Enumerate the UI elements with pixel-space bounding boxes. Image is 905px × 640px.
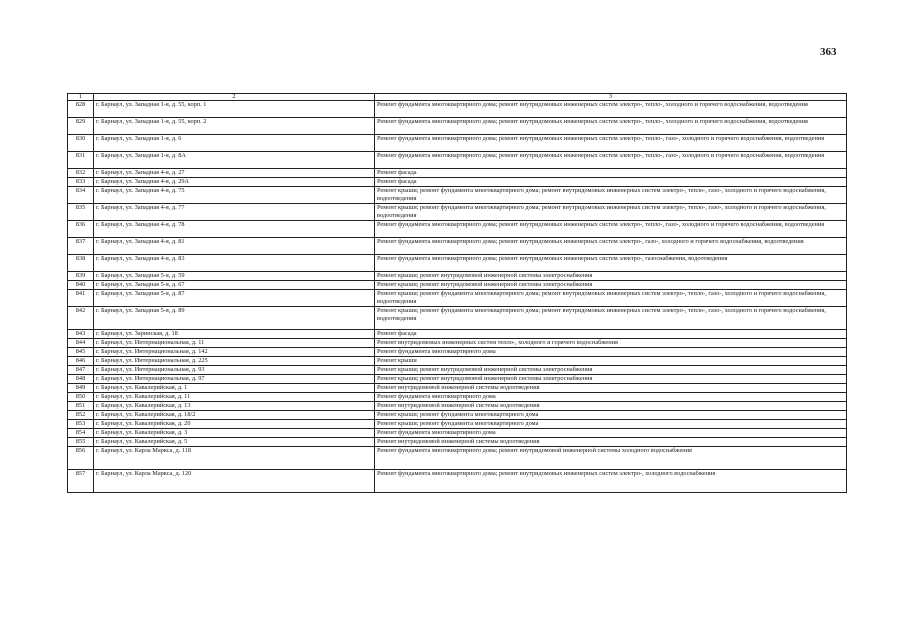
header-col-3: 3 xyxy=(375,94,847,101)
table-row xyxy=(68,255,847,272)
row-number: 853 xyxy=(68,420,94,429)
row-address: г. Барнаул, ул. Западная 4-я, д. 77 xyxy=(94,204,375,221)
row-work-description: Ремонт фасада xyxy=(375,178,847,187)
row-number: 834 xyxy=(68,187,94,204)
row-address: г. Барнаул, ул. Кавалерийская, д. 20 xyxy=(94,420,375,429)
row-address: г. Барнаул, ул. Западная 5-я, д. 87 xyxy=(94,290,375,307)
row-address: г. Барнаул, ул. Кавалерийская, д. 13 xyxy=(94,402,375,411)
row-address: г. Барнаул, ул. Интернациональная, д. 225 xyxy=(94,357,375,366)
row-work-description: Ремонт фасада xyxy=(375,330,847,339)
row-work-description: Ремонт фундамента многоквартирного дома; ремонт внутридомовых инженерных систем электро-, тепло-, газо-, холодного и горячего водоснабжения, водоотведения xyxy=(375,135,847,152)
row-work-description: Ремонт крыши; ремонт фундамента многоквартирного дома xyxy=(375,411,847,420)
row-work-description: Ремонт крыши; ремонт внутридомовой инженерной системы электроснабжения xyxy=(375,272,847,281)
table-row xyxy=(68,307,847,330)
row-work-description: Ремонт фундамента многоквартирного дома; ремонт внутридомовых инженерных систем электро-, газо-, холодного и горячего водоснабжения, водоотведения xyxy=(375,238,847,255)
row-address: г. Барнаул, ул. Западная 1-я, д. 55, корп. 1 xyxy=(94,101,375,118)
row-work-description: Ремонт крыши; ремонт фундамента многоквартирного дома; ремонт внутридомовых инженерных систем электро-, тепло-, газо-, холодного и горячего водоснабжения, водоотведения xyxy=(375,307,847,330)
table-row xyxy=(68,429,847,438)
row-work-description: Ремонт фундамента многоквартирного дома; ремонт внутридомовых инженерных систем электро-, тепло-, холодного и горячего водоснабжения, водоотведения xyxy=(375,101,847,118)
row-work-description: Ремонт внутридомовой инженерной системы водоотведения xyxy=(375,384,847,393)
table-row xyxy=(68,330,847,339)
row-address: г. Барнаул, ул. Западная 4-я, д. 29А xyxy=(94,178,375,187)
table-row xyxy=(68,272,847,281)
row-work-description: Ремонт фундамента многоквартирного дома xyxy=(375,429,847,438)
table-row xyxy=(68,187,847,204)
row-address: г. Барнаул, ул. Западная 4-я, д. 78 xyxy=(94,221,375,238)
row-number: 857 xyxy=(68,470,94,493)
table-row xyxy=(68,238,847,255)
row-work-description: Ремонт крыши xyxy=(375,357,847,366)
header-col-1: 1 xyxy=(68,94,94,101)
table-row xyxy=(68,339,847,348)
row-work-description: Ремонт крыши; ремонт внутридомовой инженерной системы электроснабжения xyxy=(375,366,847,375)
row-address: г. Барнаул, ул. Кавалерийская, д. 5 xyxy=(94,438,375,447)
row-work-description: Ремонт крыши; ремонт фундамента многоквартирного дома; ремонт внутридомовых инженерных систем электро-, тепло-, газо-, холодного и горячего водоснабжения, водоотведения xyxy=(375,187,847,204)
row-work-description: Ремонт крыши; ремонт внутридомовой инженерной системы электроснабжения xyxy=(375,281,847,290)
row-address: г. Барнаул, ул. Интернациональная, д. 93 xyxy=(94,366,375,375)
row-number: 852 xyxy=(68,411,94,420)
row-work-description: Ремонт фундамента многоквартирного дома; ремонт внутридомовых инженерных систем электро-, тепло-, газо-, холодного и горячего водоснабжения, водоотведения xyxy=(375,221,847,238)
row-work-description: Ремонт крыши; ремонт внутридомовой инженерной системы электроснабжения xyxy=(375,375,847,384)
row-number: 829 xyxy=(68,118,94,135)
repair-table xyxy=(67,93,847,493)
row-work-description: Ремонт крыши; ремонт фундамента многоквартирного дома; ремонт внутридомовых инженерных систем электро-, тепло-, газо-, холодного и горячего водоснабжения, водоотведения xyxy=(375,290,847,307)
row-address: г. Барнаул, ул. Западная 4-я, д. 75 xyxy=(94,187,375,204)
row-number: 851 xyxy=(68,402,94,411)
row-work-description: Ремонт фундамента многоквартирного дома; ремонт внутридомовых инженерных систем электро-, тепло-, холодного и горячего водоснабжения, водоотведения xyxy=(375,118,847,135)
row-address: г. Барнаул, ул. Кавалерийская, д. 3 xyxy=(94,429,375,438)
table-body xyxy=(68,101,847,493)
row-number: 845 xyxy=(68,348,94,357)
row-address: г. Барнаул, ул. Западная 1-я, д. 8А xyxy=(94,152,375,169)
row-number: 846 xyxy=(68,357,94,366)
row-address: г. Барнаул, ул. Карла Маркса, д. 118 xyxy=(94,447,375,470)
row-address: г. Барнаул, ул. Западная 4-я, д. 81 xyxy=(94,238,375,255)
row-number: 828 xyxy=(68,101,94,118)
row-work-description: Ремонт фундамента многоквартирного дома; ремонт внутридомовых инженерных систем электро-, тепло-, газо-, холодного и горячего водоснабжения, водоотведения xyxy=(375,152,847,169)
row-work-description: Ремонт внутридомовых инженерных систем тепло-, холодного и горячего водоснабжения xyxy=(375,339,847,348)
table-row xyxy=(68,221,847,238)
page-number: 363 xyxy=(820,46,837,58)
row-number: 844 xyxy=(68,339,94,348)
row-address: г. Барнаул, ул. Интернациональная, д. 11 xyxy=(94,339,375,348)
table-row xyxy=(68,281,847,290)
table-row xyxy=(68,366,847,375)
row-address: г. Барнаул, ул. Кавалерийская, д. 1 xyxy=(94,384,375,393)
row-address: г. Барнаул, ул. Западная 1-я, д. 6 xyxy=(94,135,375,152)
table-row xyxy=(68,393,847,402)
row-work-description: Ремонт фасада xyxy=(375,169,847,178)
header-col-2: 2 xyxy=(94,94,375,101)
row-work-description: Ремонт крыши; ремонт фундамента многоквартирного дома xyxy=(375,420,847,429)
row-number: 850 xyxy=(68,393,94,402)
table-row xyxy=(68,411,847,420)
row-number: 839 xyxy=(68,272,94,281)
table-row xyxy=(68,375,847,384)
table-row xyxy=(68,178,847,187)
table-row xyxy=(68,402,847,411)
row-address: г. Барнаул, ул. Интернациональная, д. 142 xyxy=(94,348,375,357)
row-number: 843 xyxy=(68,330,94,339)
row-number: 835 xyxy=(68,204,94,221)
row-number: 849 xyxy=(68,384,94,393)
row-address: г. Барнаул, ул. Карла Маркса, д. 120 xyxy=(94,470,375,493)
row-number: 832 xyxy=(68,169,94,178)
row-number: 841 xyxy=(68,290,94,307)
row-address: г. Барнаул, ул. Западная 5-я, д. 67 xyxy=(94,281,375,290)
row-address: г. Барнаул, ул. Кавалерийская, д. 18/2 xyxy=(94,411,375,420)
row-address: г. Барнаул, ул. Интернациональная, д. 97 xyxy=(94,375,375,384)
row-work-description: Ремонт фундамента многоквартирного дома; ремонт внутридомовых инженерных систем электро-, холодного водоснабжения xyxy=(375,470,847,493)
table-row xyxy=(68,447,847,470)
row-address: г. Барнаул, ул. Западная 4-я, д. 83 xyxy=(94,255,375,272)
row-address: г. Барнаул, ул. Кавалерийская, д. 11 xyxy=(94,393,375,402)
row-work-description: Ремонт фундамента многоквартирного дома xyxy=(375,348,847,357)
row-number: 848 xyxy=(68,375,94,384)
row-number: 856 xyxy=(68,447,94,470)
table-row xyxy=(68,420,847,429)
row-work-description: Ремонт фундамента многоквартирного дома; ремонт внутридомовых инженерных систем электро-, газоснабжения, водоотведения xyxy=(375,255,847,272)
table-row xyxy=(68,169,847,178)
row-number: 837 xyxy=(68,238,94,255)
row-address: г. Барнаул, ул. Западная 1-я, д. 55, корп. 2 xyxy=(94,118,375,135)
row-work-description: Ремонт фундамента многоквартирного дома xyxy=(375,393,847,402)
row-number: 833 xyxy=(68,178,94,187)
row-number: 830 xyxy=(68,135,94,152)
table-row xyxy=(68,357,847,366)
row-number: 831 xyxy=(68,152,94,169)
table-row xyxy=(68,101,847,118)
row-address: г. Барнаул, ул. Западная 5-я, д. 59 xyxy=(94,272,375,281)
row-address: г. Барнаул, ул. Западная 5-я, д. 89 xyxy=(94,307,375,330)
row-address: г. Барнаул, ул. Западная 4-я, д. 27 xyxy=(94,169,375,178)
row-number: 836 xyxy=(68,221,94,238)
row-work-description: Ремонт крыши; ремонт фундамента многоквартирного дома; ремонт внутридомовых инженерных систем электро-, тепло-, газо-, холодного и горячего водоснабжения, водоотведения xyxy=(375,204,847,221)
row-work-description: Ремонт фундамента многоквартирного дома; ремонт внутридомовой инженерной системы холодного водоснабжения xyxy=(375,447,847,470)
table-row xyxy=(68,204,847,221)
table-row xyxy=(68,348,847,357)
row-number: 840 xyxy=(68,281,94,290)
table-row xyxy=(68,290,847,307)
table-row xyxy=(68,470,847,493)
row-number: 842 xyxy=(68,307,94,330)
table-row xyxy=(68,438,847,447)
row-work-description: Ремонт внутридомовой инженерной системы водоотведения xyxy=(375,402,847,411)
row-number: 855 xyxy=(68,438,94,447)
table-row xyxy=(68,118,847,135)
row-address: г. Барнаул, ул. Заринская, д. 18 xyxy=(94,330,375,339)
row-work-description: Ремонт внутридомовой инженерной системы водоотведения xyxy=(375,438,847,447)
table-row xyxy=(68,384,847,393)
table-row xyxy=(68,135,847,152)
row-number: 854 xyxy=(68,429,94,438)
table-row xyxy=(68,152,847,169)
table-header-row xyxy=(68,94,847,101)
row-number: 838 xyxy=(68,255,94,272)
row-number: 847 xyxy=(68,366,94,375)
